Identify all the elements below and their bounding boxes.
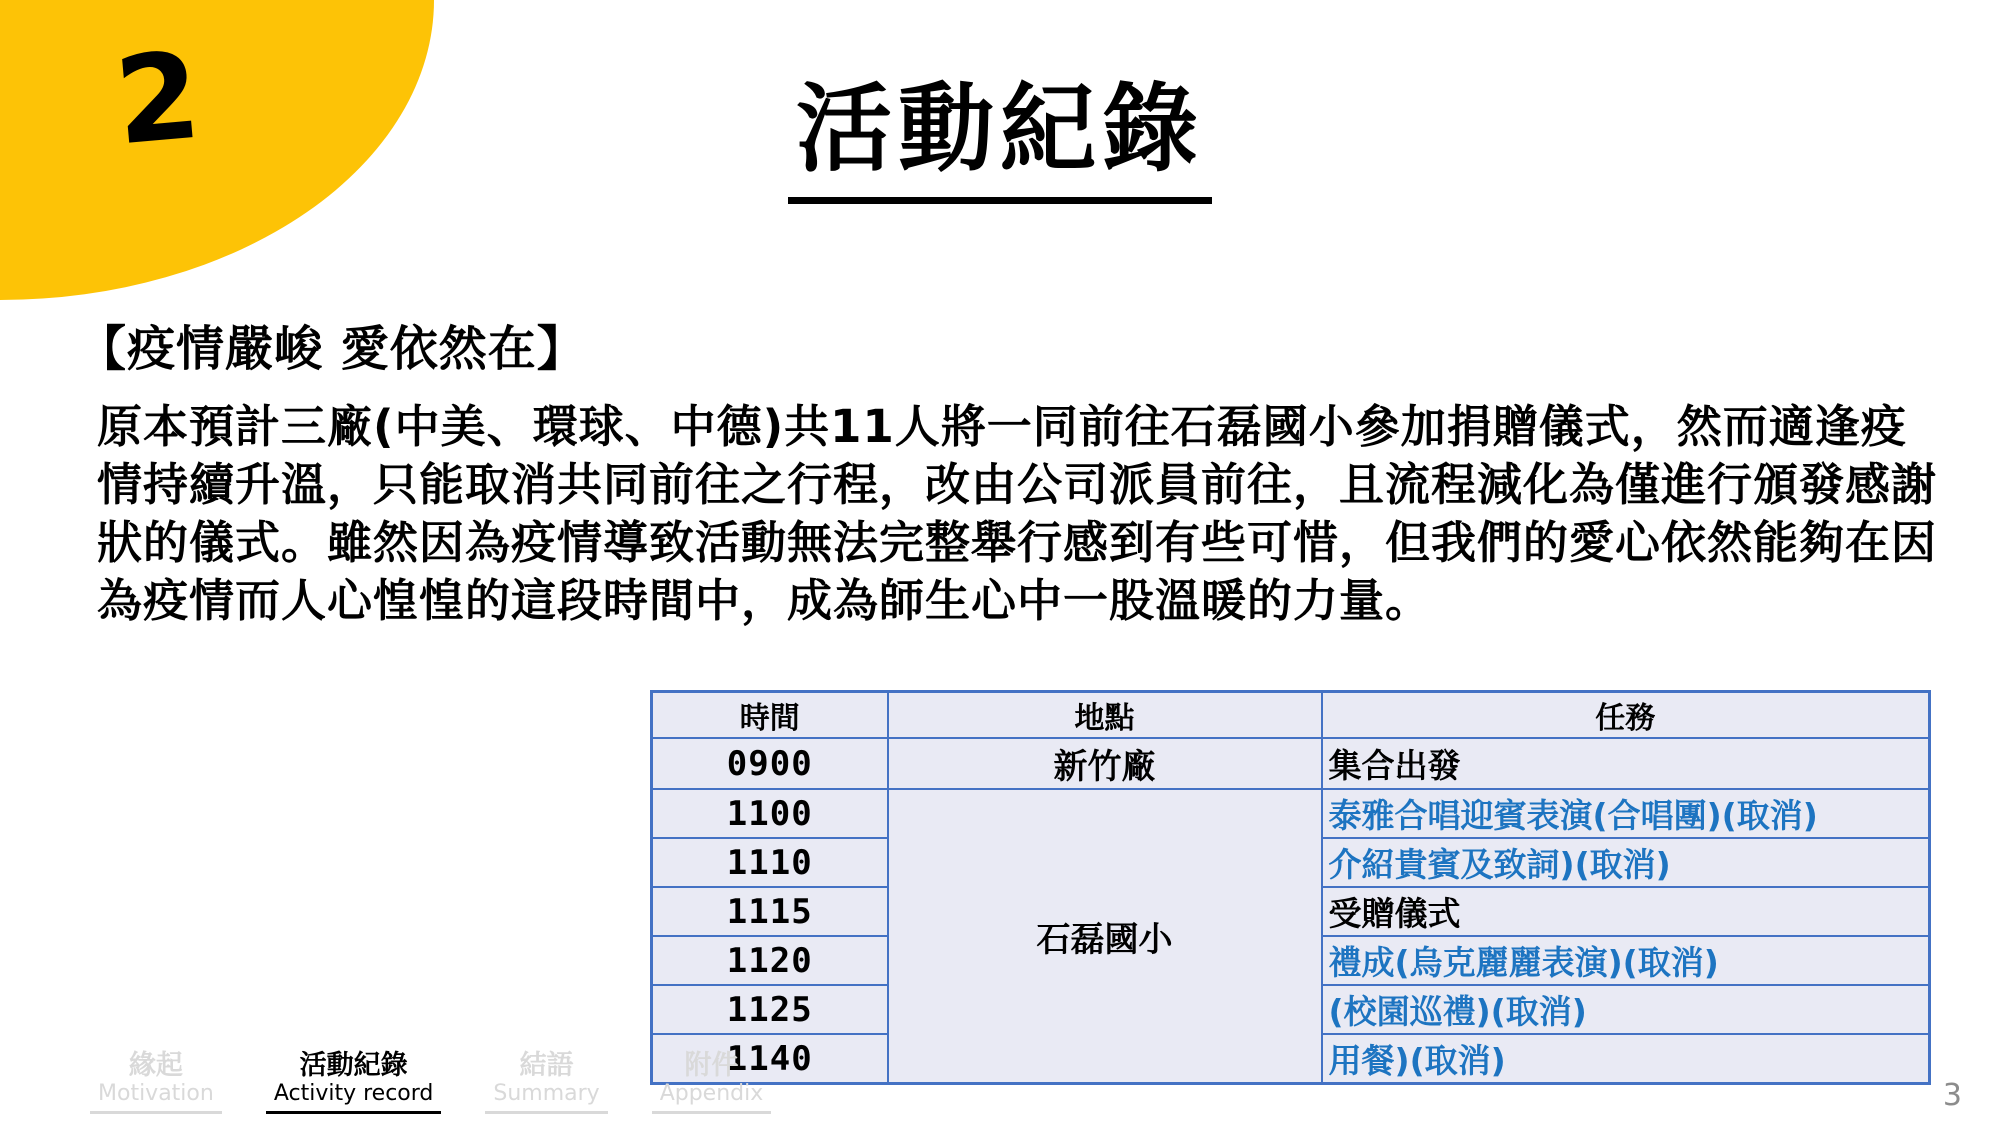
task-cell: 集合出發 <box>1322 738 1930 789</box>
title-wrap <box>0 72 2000 204</box>
section-nav <box>90 1050 771 1114</box>
task-cell: (校園巡禮)(取消) <box>1322 985 1930 1034</box>
table-row <box>652 738 1930 789</box>
nav-label-zh: 緣起 <box>128 1050 183 1081</box>
col-header-time: 時間 <box>652 692 888 739</box>
nav-label-zh: 活動紀錄 <box>299 1050 408 1081</box>
table-row <box>652 789 1930 838</box>
col-header-location: 地點 <box>888 692 1322 739</box>
nav-label-en: Motivation <box>98 1081 214 1107</box>
col-header-task: 任務 <box>1322 692 1930 739</box>
nav-label-en: Appendix <box>659 1081 764 1107</box>
location-cell: 新竹廠 <box>888 738 1322 789</box>
nav-item-motivation[interactable] <box>90 1050 222 1114</box>
nav-item-appendix[interactable] <box>652 1050 772 1114</box>
table-header-row <box>652 692 1930 739</box>
time-cell: 1140 <box>652 1034 888 1084</box>
time-cell: 1125 <box>652 985 888 1034</box>
nav-label-en: Summary <box>493 1081 600 1107</box>
location-cell-merged: 石磊國小 <box>888 789 1322 1084</box>
task-cell: 用餐)(取消) <box>1322 1034 1930 1084</box>
schedule-table <box>650 690 1931 1085</box>
task-cell: 受贈儀式 <box>1322 887 1930 936</box>
section-number: 2 <box>110 26 206 173</box>
time-cell: 0900 <box>652 738 888 789</box>
nav-item-activity-record[interactable] <box>266 1050 442 1114</box>
nav-item-summary[interactable] <box>485 1050 607 1114</box>
page-title: 活動紀錄 <box>788 72 1212 204</box>
time-cell: 1110 <box>652 838 888 887</box>
time-cell: 1100 <box>652 789 888 838</box>
task-cell: 介紹貴賓及致詞)(取消) <box>1322 838 1930 887</box>
task-cell: 泰雅合唱迎賓表演(合唱團)(取消) <box>1322 789 1930 838</box>
time-cell: 1115 <box>652 887 888 936</box>
event-heading: 【疫情嚴峻 愛依然在】 <box>78 321 586 377</box>
page-number: 3 <box>1942 1078 1962 1113</box>
nav-label-zh: 結語 <box>519 1050 574 1081</box>
nav-label-en: Activity record <box>273 1081 434 1107</box>
nav-label-zh: 附件 <box>684 1050 739 1081</box>
time-cell: 1120 <box>652 936 888 985</box>
task-cell: 禮成(烏克麗麗表演)(取消) <box>1322 936 1930 985</box>
event-paragraph: 原本預計三廠(中美、環球、中德)共11人將一同前往石磊國小參加捐贈儀式，然而適逢疫情持續升溫，只能取消共同前往之行程，改由公司派員前往，且流程減化為僅進行頒發感謝狀的儀式。雖然因為疫情導致活動無法完整舉行感到有些可惜，但我們的愛心依然能夠在因為疫情而人心惶惶的這段時間中，成為師生心中一股溫暖的力量。 <box>97 400 1938 627</box>
